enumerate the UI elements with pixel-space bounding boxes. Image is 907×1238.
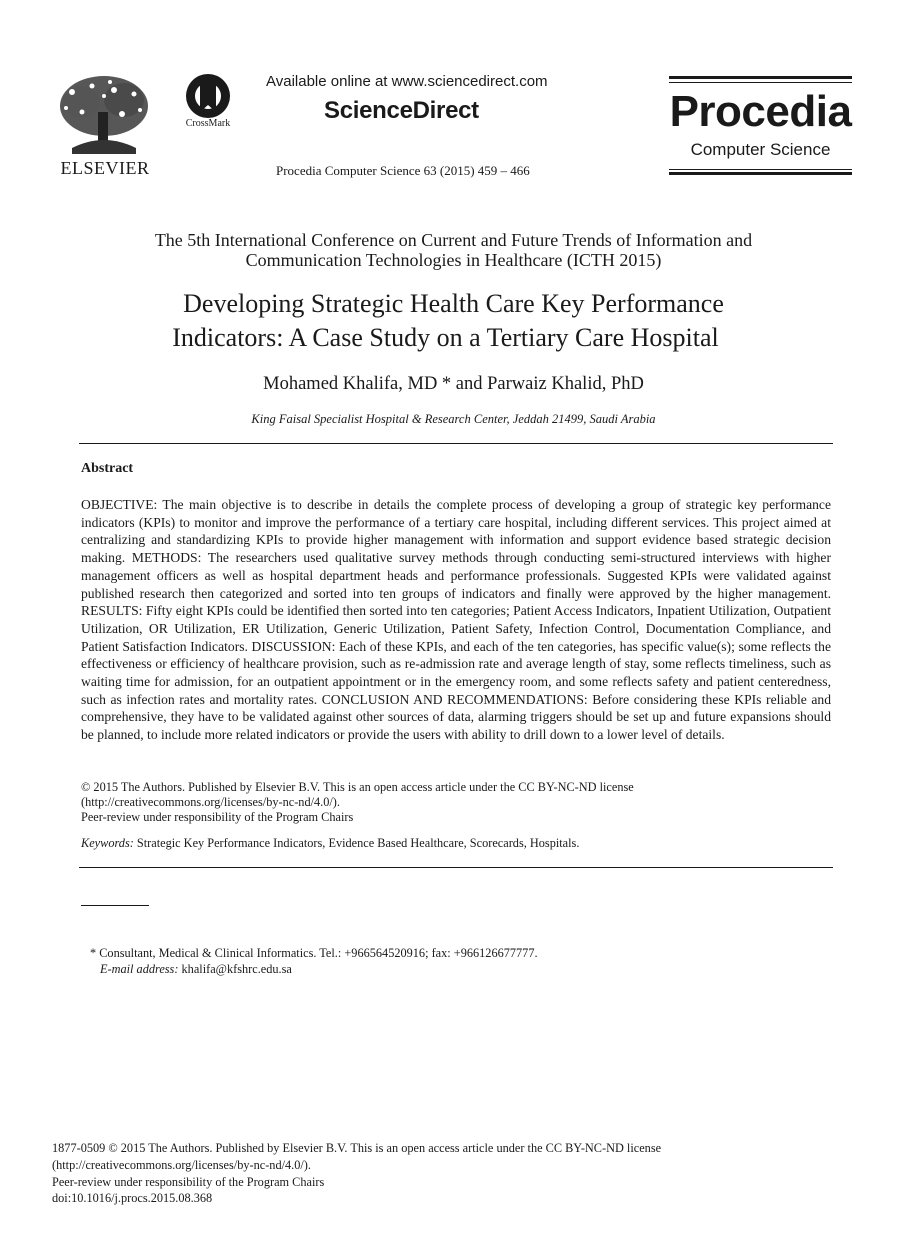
email-label: E-mail address: [100, 961, 179, 976]
procedia-subtitle: Computer Science [690, 140, 831, 159]
divider [79, 867, 833, 868]
paper-title-line-1: Developing Strategic Health Care Key Performance [183, 289, 724, 318]
license-link[interactable]: (http://creativecommons.org/licenses/by-nc-nd/4.0/). [81, 795, 340, 809]
email-address[interactable]: khalifa@kfshrc.edu.sa [178, 961, 292, 976]
license-line-1: © 2015 The Authors. Published by Elsevier B.V. This is an open access article under the CC BY-NC-ND license [81, 780, 634, 794]
keywords-label: Keywords: [81, 836, 134, 850]
page-footer [52, 1140, 852, 1207]
license-block [81, 780, 841, 825]
footnote-divider [81, 905, 149, 906]
paper-title-line-2: Indicators: A Case Study on a Tertiary Care Hospital [172, 323, 719, 352]
sciencedirect-brand[interactable]: ScienceDirect [324, 97, 479, 124]
footer-issn-license: 1877-0509 © 2015 The Authors. Published by Elsevier B.V. This is an open access article under the CC BY-NC-ND license [52, 1141, 662, 1155]
footnote-contact: * Consultant, Medical & Clinical Informatics. Tel.: +966564520916; fax: +966126677777. [90, 946, 538, 960]
divider [79, 443, 833, 444]
keywords-value: Strategic Key Performance Indicators, Evidence Based Healthcare, Scorecards, Hospitals. [133, 836, 580, 850]
license-line-3: Peer-review under responsibility of the Program Chairs [81, 810, 354, 824]
footer-license-link[interactable]: (http://creativecommons.org/licenses/by-nc-nd/4.0/). [52, 1157, 311, 1172]
procedia-logo [669, 76, 852, 176]
journal-reference: Procedia Computer Science 63 (2015) 459 – 466 [276, 163, 530, 178]
footnote [90, 946, 538, 977]
paper-authors: Mohamed Khalifa, MD * and Parwaiz Khalid, PhD [263, 374, 644, 394]
footer-doi[interactable]: doi:10.1016/j.procs.2015.08.368 [52, 1191, 213, 1206]
crossmark-label: CrossMark [185, 118, 231, 129]
conference-line-2: Communication Technologies in Healthcare (ICTH 2015) [245, 250, 662, 270]
available-online-text: Available online at www.sciencedirect.com [266, 73, 548, 90]
abstract-heading: Abstract [81, 461, 134, 476]
keywords [81, 836, 579, 851]
publisher-name: ELSEVIER [60, 158, 150, 178]
procedia-title: Procedia [669, 87, 852, 136]
abstract-body: OBJECTIVE: The main objective is to describe in details the complete process of developing a group of strategic key performance indicators (KPIs) to monitor and improve the performance of a tertiary care hospital, including different services. This project aimed at centralizing and standardizing KPIs to provide higher management with information and support evidence based strategic decision making. METHODS: The researchers used qualitative survey methods through conducting semi-structured interviews with higher management officers as well as hospital department heads and performance professionals. Suggested KPIs were validated against published research then categorized and sorted into ten groups of indicators and finally were approved by the higher management. RESULTS: Fifty eight KPIs could be identified then sorted into ten categories; Patient Access Indicators, Inpatient Utilization, Outpatient Utilization, OR Utilization, ER Utilization, Generic Utilization, Patient Safety, Infection Control, Documentation Compliance, and Patient Satisfaction Indicators. DISCUSSION: Each of these KPIs, and each of the ten categories, has specific value(s); some reflects the effectiveness or efficiency of healthcare provision, such as re-admission rate and average length of stay, some reflects timeliness, such as waiting time for admission, for an outpatient appointment or in the emergency room, and some reflects safety and patient centeredness, such as infection rates and mortality rates. CONCLUSION AND RECOMMENDATIONS: Before considering these KPIs reliable and comprehensive, they have to be validated against other sources of data, alarming triggers should be set up and future expansions should be planned, to include more related indicators or provide the users with ability to drill down to a lower level of details. [81, 497, 831, 743]
paper-affiliation: King Faisal Specialist Hospital & Research Center, Jeddah 21499, Saudi Arabia [251, 412, 656, 426]
footer-peer-review: Peer-review under responsibility of the Program Chairs [52, 1174, 325, 1189]
conference-line-1: The 5th International Conference on Current and Future Trends of Information and [154, 230, 753, 250]
